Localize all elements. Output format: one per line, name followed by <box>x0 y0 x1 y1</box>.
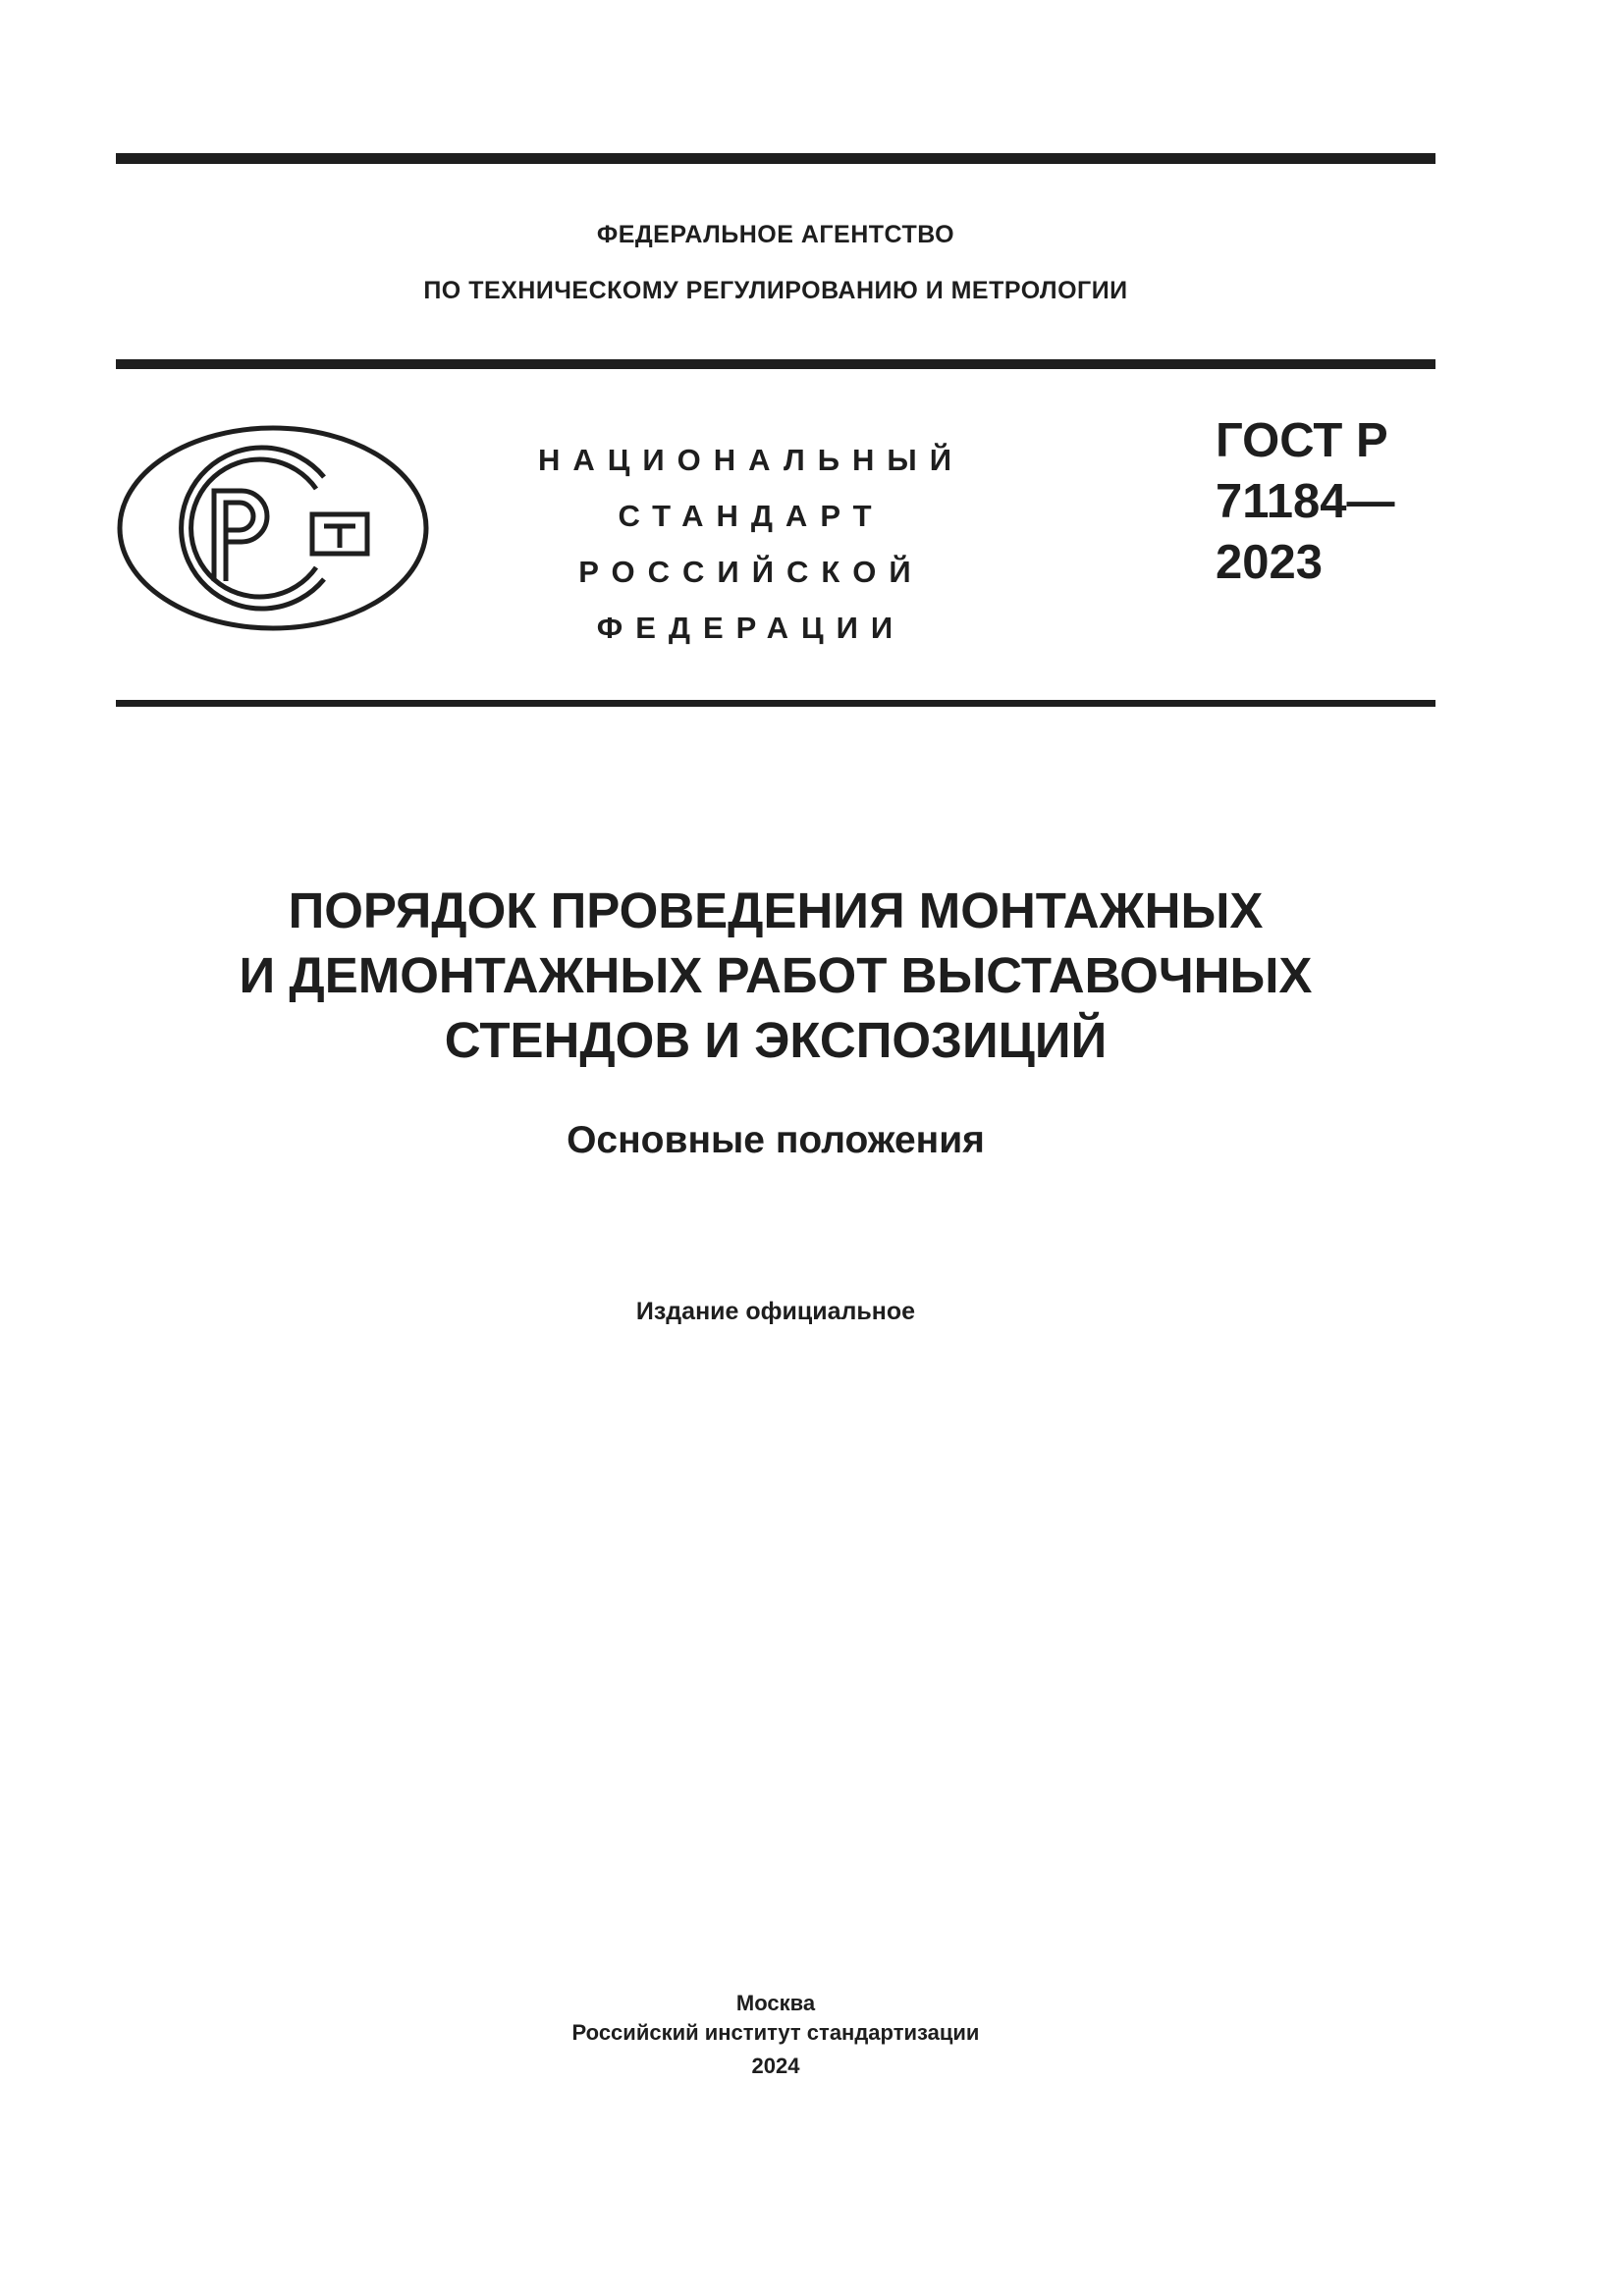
standard-type-line-4: ФЕДЕРАЦИИ <box>596 611 906 645</box>
imprint-publisher: Российский институт стандартизации <box>571 2020 980 2045</box>
standard-type-line-3: РОССИЙСКОЙ <box>578 555 924 589</box>
designation-year: 2023 <box>1216 536 1324 589</box>
top-rule <box>116 153 1435 164</box>
document-title-line-2: И ДЕМОНТАЖНЫХ РАБОТ ВЫСТАВОЧНЫХ <box>239 947 1313 1003</box>
agency-line-1: ФЕДЕРАЛЬНОЕ АГЕНТСТВО <box>596 221 955 248</box>
standard-type-line-1: НАЦИОНАЛЬНЫЙ <box>537 443 965 477</box>
imprint-city: Москва <box>735 1991 816 2015</box>
document-title-line-1: ПОРЯДОК ПРОВЕДЕНИЯ МОНТАЖНЫХ <box>288 882 1264 938</box>
standard-type-line-2: СТАНДАРТ <box>618 499 885 533</box>
document-subtitle: Основные положения <box>567 1119 985 1161</box>
standard-designation <box>1216 410 1395 593</box>
standard-type <box>530 432 972 656</box>
designation-number: 71184— <box>1216 475 1395 528</box>
imprint-year: 2024 <box>751 2054 800 2078</box>
document-title-line-3: СТЕНДОВ И ЭКСПОЗИЦИЙ <box>444 1012 1108 1068</box>
rst-certification-seal-icon <box>116 424 430 632</box>
header-rule <box>116 359 1435 369</box>
edition-note: Издание официальное <box>635 1298 916 1325</box>
header-bottom-rule <box>116 700 1435 707</box>
designation-prefix: ГОСТ Р <box>1216 414 1388 467</box>
agency-line-2: ПО ТЕХНИЧЕСКОМУ РЕГУЛИРОВАНИЮ И МЕТРОЛОГИИ <box>423 277 1128 304</box>
